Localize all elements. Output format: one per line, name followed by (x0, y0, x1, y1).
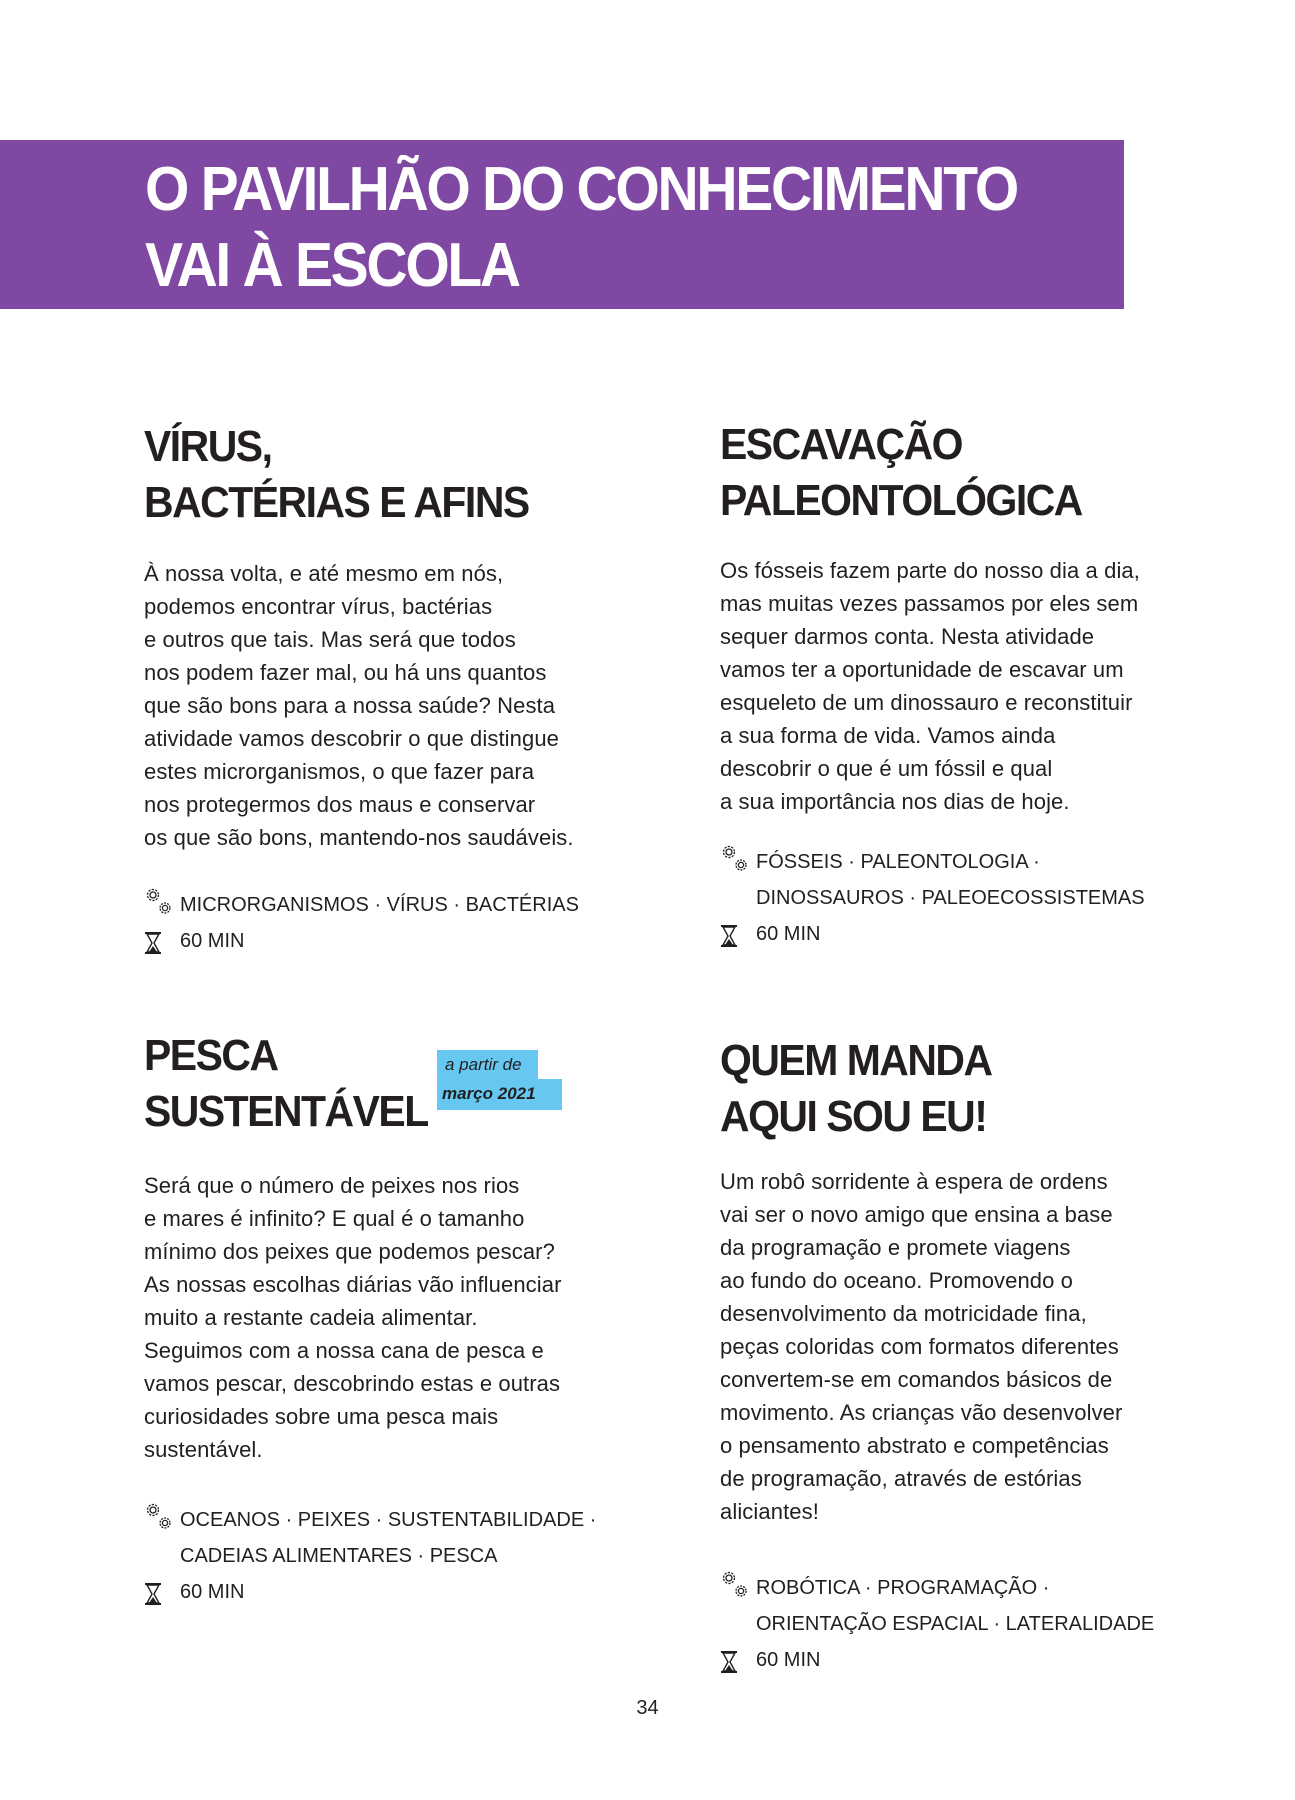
duration-label: 60 MIN (756, 1649, 821, 1671)
activity-title (720, 1033, 992, 1145)
gears-icon (720, 844, 754, 876)
page-number: 34 (636, 1697, 659, 1719)
activity-meta (720, 844, 1145, 952)
description-line: e outros que tais. Mas será que todos (144, 627, 516, 652)
description-line: vamos ter a oportunidade de escavar um (720, 657, 1124, 682)
tags-row (144, 887, 579, 923)
duration-row (720, 916, 1145, 952)
description-line: Seguimos com a nossa cana de pesca e (144, 1338, 544, 1363)
hourglass-icon (720, 1651, 738, 1673)
activity-title-line: ESCAVAÇÃO (720, 420, 963, 469)
duration-label: 60 MIN (180, 1581, 245, 1603)
description-line: Um robô sorridente à espera de ordens (720, 1169, 1108, 1194)
gears-icon (144, 887, 178, 919)
description-line: Os fósseis fazem parte do nosso dia a dia, (720, 558, 1140, 583)
description-line: sustentável. (144, 1437, 263, 1462)
activity-description (144, 557, 574, 854)
description-line: mínimo dos peixes que podemos pescar? (144, 1239, 555, 1264)
tags-row (720, 1570, 1154, 1642)
activity-title-line: PALEONTOLÓGICA (720, 476, 1082, 525)
description-line: nos podem fazer mal, ou há uns quantos (144, 660, 547, 685)
availability-badge (437, 1050, 563, 1110)
activity-description (720, 1165, 1122, 1528)
activity-title-line: BACTÉRIAS E AFINS (144, 478, 529, 527)
description-line: e mares é infinito? E qual é o tamanho (144, 1206, 525, 1231)
description-line: o pensamento abstrato e competências (720, 1433, 1109, 1458)
description-line: a sua importância nos dias de hoje. (720, 789, 1070, 814)
activity-description (720, 554, 1140, 818)
hourglass-icon (144, 932, 162, 954)
activity-meta (144, 1502, 596, 1610)
activity-title (144, 419, 529, 531)
gears-icon (144, 1502, 178, 1534)
activity-title-line: QUEM MANDA (720, 1036, 992, 1085)
activity-title-line: SUSTENTÁVEL (144, 1087, 428, 1136)
description-line: desenvolvimento da motricidade fina, (720, 1301, 1087, 1326)
description-line: estes microrganismos, o que fazer para (144, 759, 535, 784)
duration-label: 60 MIN (180, 930, 245, 952)
tags-line: OCEANOS · PEIXES · SUSTENTABILIDADE · (180, 1509, 597, 1531)
tags-line: ROBÓTICA · PROGRAMAÇÃO · (756, 1577, 1050, 1599)
description-line: que são bons para a nossa saúde? Nesta (144, 693, 556, 718)
duration-label: 60 MIN (756, 923, 821, 945)
description-line: aliciantes! (720, 1499, 819, 1524)
duration-row (720, 1642, 1154, 1678)
tags-line: FÓSSEIS · PALEONTOLOGIA · (756, 851, 1040, 873)
duration-row (144, 1574, 596, 1610)
description-line: sequer darmos conta. Nesta atividade (720, 624, 1095, 649)
activity-title-line: AQUI SOU EU! (720, 1092, 987, 1141)
description-line: peças coloridas com formatos diferentes (720, 1334, 1119, 1359)
description-line: À nossa volta, e até mesmo em nós, (144, 561, 504, 586)
description-line: Será que o número de peixes nos rios (144, 1173, 520, 1198)
description-line: da programação e promete viagens (720, 1235, 1071, 1260)
tags-line: CADEIAS ALIMENTARES · PESCA (180, 1545, 498, 1567)
description-line: mas muitas vezes passamos por eles sem (720, 591, 1139, 616)
description-line: muito a restante cadeia alimentar. (144, 1305, 478, 1330)
badge-line-1: a partir de (437, 1050, 538, 1079)
activity-title-line: PESCA (144, 1031, 278, 1080)
badge-line-2: março 2021 (437, 1079, 562, 1110)
description-line: esqueleto de um dinossauro e reconstituir (720, 690, 1133, 715)
description-line: de programação, através de estórias (720, 1466, 1082, 1491)
description-line: movimento. As crianças vão desenvolver (720, 1400, 1123, 1425)
description-line: descobrir o que é um fóssil e qual (720, 756, 1053, 781)
tags-line: ORIENTAÇÃO ESPACIAL · LATERALIDADE (756, 1613, 1155, 1635)
description-line: vamos pescar, descobrindo estas e outras (144, 1371, 561, 1396)
description-line: ao fundo do oceano. Promovendo o (720, 1268, 1074, 1293)
tags-line: MICRORGANISMOS · VÍRUS · BACTÉRIAS (180, 894, 579, 916)
duration-row (144, 923, 579, 959)
hourglass-icon (144, 1583, 162, 1605)
description-line: podemos encontrar vírus, bactérias (144, 594, 493, 619)
activity-title (144, 1028, 428, 1140)
description-line: a sua forma de vida. Vamos ainda (720, 723, 1056, 748)
tags-line: DINOSSAUROS · PALEOECOSSISTEMAS (756, 887, 1145, 909)
description-line: As nossas escolhas diárias vão influenciar (144, 1272, 562, 1297)
activity-title-line: VÍRUS, (144, 422, 272, 471)
tags-row (144, 1502, 596, 1574)
description-line: vai ser o novo amigo que ensina a base (720, 1202, 1113, 1227)
tags-row (720, 844, 1145, 916)
description-line: os que são bons, mantendo-nos saudáveis. (144, 825, 574, 850)
description-line: convertem-se em comandos básicos de (720, 1367, 1113, 1392)
description-line: nos protegermos dos maus e conservar (144, 792, 536, 817)
activity-title (720, 417, 1082, 529)
page-title-line-2: VAI À ESCOLA (145, 231, 519, 300)
description-line: atividade vamos descobrir o que distingue (144, 726, 560, 751)
hourglass-icon (720, 925, 738, 947)
activity-description (144, 1169, 562, 1466)
page-title (145, 152, 1017, 304)
activity-meta (144, 887, 579, 959)
gears-icon (720, 1570, 754, 1602)
activity-meta (720, 1570, 1154, 1678)
description-line: curiosidades sobre uma pesca mais (144, 1404, 499, 1429)
page-title-line-1: O PAVILHÃO DO CONHECIMENTO (145, 155, 1017, 224)
